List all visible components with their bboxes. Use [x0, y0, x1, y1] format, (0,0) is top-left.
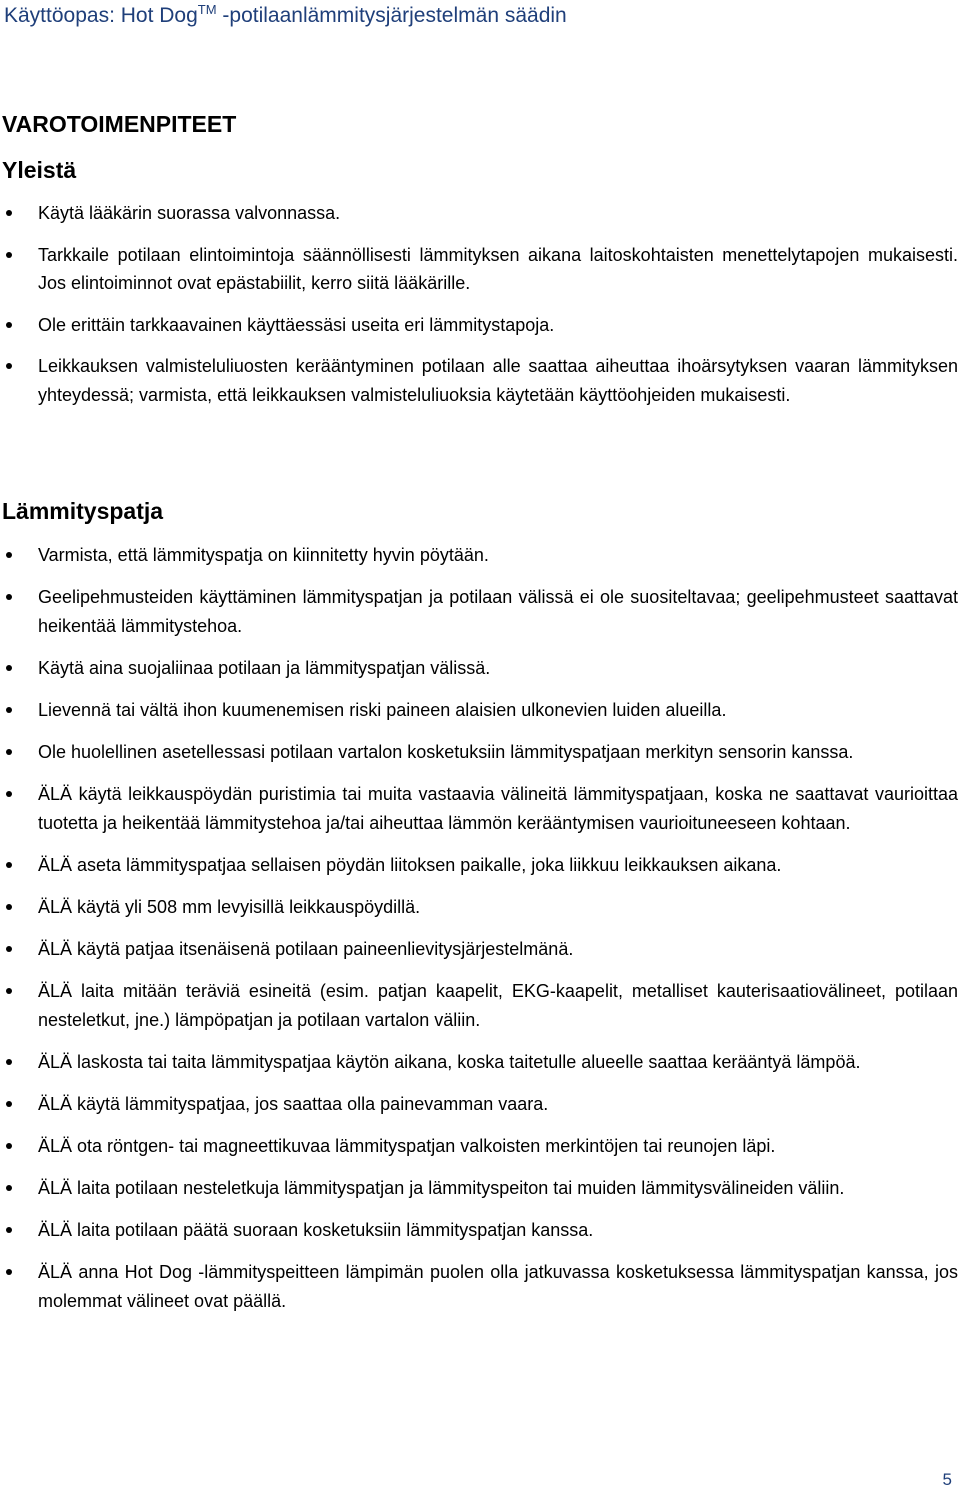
header-title-start: Käyttöopas: Hot Dog [4, 4, 198, 27]
list-item: Leikkauksen valmisteluliuosten kerääntyminen potilaan alle saattaa aiheuttaa ihoärsytyksen vaaran lämmityksen yhteydessä; varmista, että leikkauksen valmisteluliuoksia käytetään käyttöohjeiden mukaisesti. [0, 352, 960, 409]
page-header [4, 2, 567, 28]
list-item: Ole huolellinen asetellessasi potilaan vartalon kosketuksiin lämmityspatjaan merkityn sensorin kanssa. [0, 738, 960, 767]
list-item: ÄLÄ laita potilaan päätä suoraan kosketuksiin lämmityspatjan kanssa. [0, 1216, 960, 1245]
list-item: ÄLÄ käytä patjaa itsenäisenä potilaan paineenlievitysjärjestelmänä. [0, 935, 960, 964]
general-list [0, 199, 960, 423]
header-title-end: -potilaanlämmitysjärjestelmän säädin [216, 4, 567, 27]
list-item: ÄLÄ käytä lämmityspatjaa, jos saattaa olla painevamman vaara. [0, 1090, 960, 1119]
page-number: 5 [942, 1470, 952, 1489]
list-item: ÄLÄ käytä yli 508 mm levyisillä leikkauspöydillä. [0, 893, 960, 922]
list-item: Tarkkaile potilaan elintoimintoja säännöllisesti lämmityksen aikana laitoskohtaisten menettelytapojen mukaisesti. Jos elintoiminnot ovat epästabiilit, kerro siitä lääkärille. [0, 241, 960, 298]
list-item: ÄLÄ anna Hot Dog -lämmityspeitteen lämpimän puolen olla jatkuvassa kosketuksessa lämmityspatjan kanssa, jos molemmat välineet ovat päällä. [0, 1258, 960, 1315]
list-item: Ole erittäin tarkkaavainen käyttäessäsi useita eri lämmitystapoja. [0, 311, 960, 340]
list-item: ÄLÄ laskosta tai taita lämmityspatjaa käytön aikana, koska taitetulle alueelle saattaa kerääntyä lämpöä. [0, 1048, 960, 1077]
list-item: ÄLÄ aseta lämmityspatjaa sellaisen pöydän liitoksen paikalle, joka liikkuu leikkauksen aikana. [0, 851, 960, 880]
list-item: Varmista, että lämmityspatja on kiinnitetty hyvin pöytään. [0, 541, 960, 570]
trademark-mark: TM [197, 2, 217, 17]
list-item: ÄLÄ laita mitään teräviä esineitä (esim. patjan kaapelit, EKG-kaapelit, metalliset kauterisaatiovälineet, potilaan nesteletkut, jne.) lämpöpatjan ja potilaan vartalon väliin. [0, 977, 960, 1034]
list-item: Geelipehmusteiden käyttäminen lämmityspatjan ja potilaan välissä ei ole suositeltavaa; geelipehmusteet saattavat heikentää lämmitystehoa. [0, 583, 960, 640]
list-item: Käytä aina suojaliinaa potilaan ja lämmityspatjan välissä. [0, 654, 960, 683]
list-item: ÄLÄ ota röntgen- tai magneettikuvaa lämmityspatjan valkoisten merkintöjen tai reunojen läpi. [0, 1132, 960, 1161]
list-item: ÄLÄ käytä leikkauspöydän puristimia tai muita vastaavia välineitä lämmityspatjaan, koska ne saattavat vaurioittaa tuotetta ja heikentää lämmitystehoa ja/tai aiheuttaa lämmön kerääntymisen vaurioituneeseen kohtaan. [0, 780, 960, 837]
list-item: Käytä lääkärin suorassa valvonnassa. [0, 199, 960, 228]
heating-mattress-list [0, 541, 960, 1329]
heating-mattress-heading: Lämmityspatja [2, 498, 164, 524]
list-item: ÄLÄ laita potilaan nesteletkuja lämmityspatjan ja lämmityspeiton tai muiden lämmitysvälineiden väliin. [0, 1174, 960, 1203]
list-item: Lievennä tai vältä ihon kuumenemisen riski paineen alaisien ulkonevien luiden alueilla. [0, 696, 960, 725]
general-heading: Yleistä [2, 157, 77, 183]
precautions-heading: VAROTOIMENPITEET [2, 111, 237, 137]
